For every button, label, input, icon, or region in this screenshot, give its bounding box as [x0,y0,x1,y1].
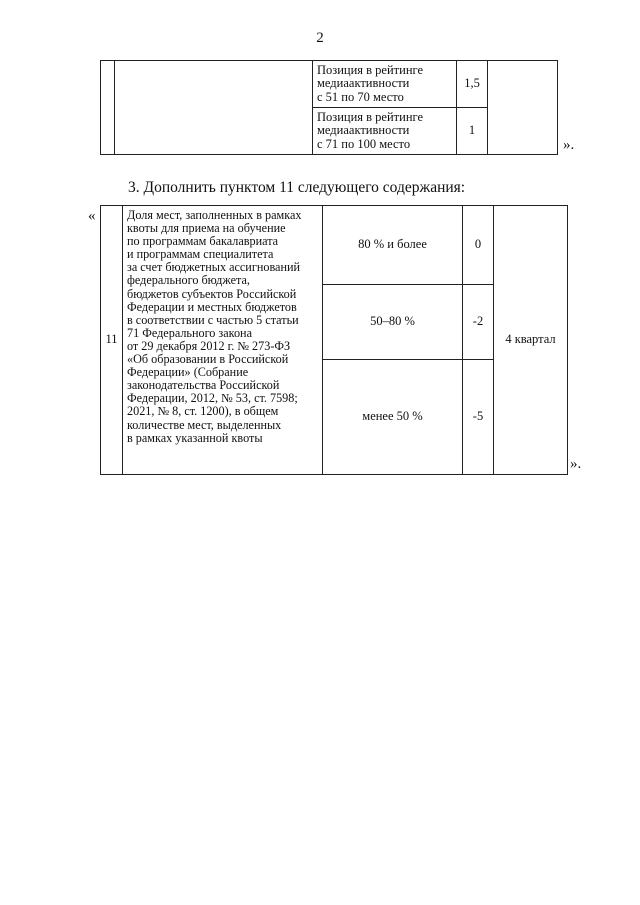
indicator-line: и программам специалитета [127,247,274,262]
indicator-line: «Об образовании в Российской [127,352,289,367]
points-cell: 1 [457,108,488,155]
indicator-line: Доля мест, заполненных в рамках [127,208,302,222]
opening-quote-mark: « [88,208,96,224]
indicator-line: по программам бакалавриата [127,234,279,249]
main-table [100,205,568,475]
indicator-line: бюджетов субъектов Российской [127,286,297,301]
criterion-line: Позиция в рейтинге [317,62,424,77]
table-row [101,206,568,285]
indicator-cell [123,206,323,475]
indicator-line: за счет бюджетных ассигнований [127,260,301,275]
indicator-line: Федерации» (Собрание [127,365,249,380]
closing-quote-mark: ». [570,456,582,472]
criterion-cell [313,61,457,108]
continuation-table [100,60,558,155]
indicator-line: федерального бюджета, [127,273,250,288]
indicator-cell [115,61,313,155]
indicator-line: квоты для приема на обучение [127,221,286,236]
points-cell: -2 [463,285,494,360]
criterion-line: с 71 по 100 место [317,136,411,151]
criterion-range-cell: менее 50 % [323,360,463,475]
indicator-line: количестве мест, выделенных [127,417,282,432]
indicator-line: 2021, № 8, ст. 1200), в общем [127,404,279,419]
closing-quote-mark: ». [563,137,575,153]
indicator-line: Федерации и местных бюджетов [127,299,297,314]
criterion-line: медиаактивности [317,123,410,138]
criterion-range-cell: 80 % и более [323,206,463,285]
period-cell: 4 квартал [494,206,568,475]
criterion-line: медиаактивности [317,76,410,91]
indicator-line: Федерации, 2012, № 53, ст. 7598; [127,391,298,406]
criterion-line: с 51 по 70 место [317,89,404,104]
indicator-line: в соответствии с частью 5 статьи [127,312,299,327]
points-cell: 1,5 [457,61,488,108]
row-number-cell: 11 [101,206,123,475]
criterion-line: Позиция в рейтинге [317,109,424,124]
period-cell [488,61,558,155]
indicator-line: законодательства Российской [127,378,280,393]
table-row [101,61,558,108]
number-cell [101,61,115,155]
page-number: 2 [316,30,324,46]
points-cell: 0 [463,206,494,285]
points-cell: -5 [463,360,494,475]
section-heading: 3. Дополнить пунктом 11 следующего содержания: [128,179,466,196]
criterion-range-cell: 50–80 % [323,285,463,360]
indicator-line: в рамках указанной квоты [127,430,263,445]
indicator-line: 71 Федерального закона [127,325,252,340]
criterion-cell [313,108,457,155]
indicator-line: от 29 декабря 2012 г. № 273-ФЗ [127,338,291,353]
